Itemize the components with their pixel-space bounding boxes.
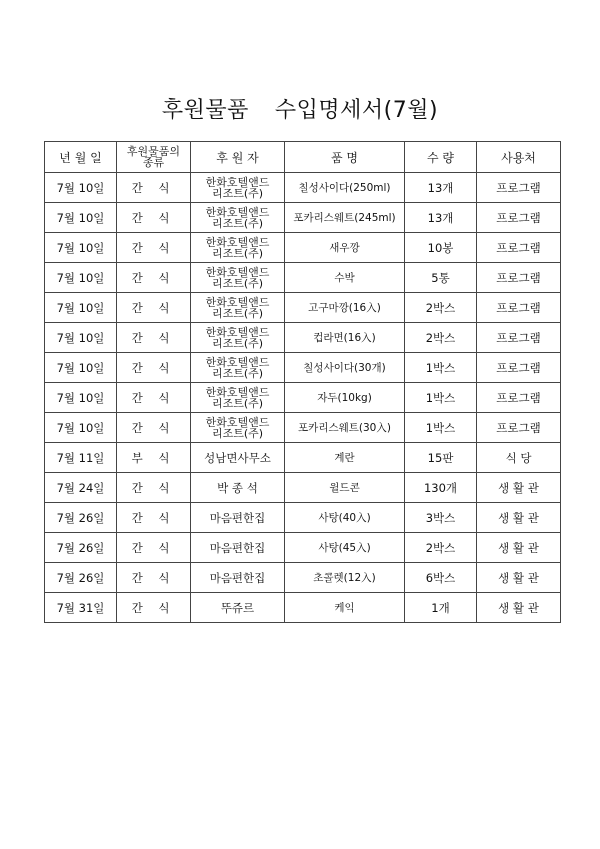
cell-donor [191,383,285,413]
cell-type: 간 식 [117,173,191,203]
cell-donor [191,173,285,203]
cell-quantity: 1박스 [405,383,477,413]
donor-line1: 한화호텔앤드 [205,385,270,399]
cell-date: 7월 10일 [45,413,117,443]
cell-donor [191,443,285,473]
cell-item: 윌드콘 [285,473,405,503]
donor-line1: 한화호텔앤드 [205,235,270,249]
table-row [45,443,561,473]
cell-quantity: 2박스 [405,293,477,323]
cell-item: 포카리스웨트(245ml) [285,203,405,233]
table-row [45,533,561,563]
cell-type: 간 식 [117,353,191,383]
donor-line2: 리조트(주) [211,186,264,200]
cell-type: 간 식 [117,383,191,413]
cell-usage: 프로그램 [477,203,561,233]
cell-quantity: 13개 [405,203,477,233]
donor-line1: 한화호텔앤드 [205,175,270,189]
table-row [45,323,561,353]
cell-type: 간 식 [117,563,191,593]
cell-date: 7월 10일 [45,173,117,203]
cell-usage: 생 활 관 [477,533,561,563]
cell-usage: 프로그램 [477,383,561,413]
header-type [117,142,191,173]
cell-quantity: 13개 [405,173,477,203]
header-date: 년 월 일 [45,142,117,173]
cell-quantity: 1박스 [405,353,477,383]
table-header-row [45,142,561,173]
cell-type: 간 식 [117,203,191,233]
cell-type: 간 식 [117,593,191,623]
donor-line1: 한화호텔앤드 [205,325,270,339]
cell-quantity: 2박스 [405,533,477,563]
cell-donor [191,323,285,353]
cell-donor [191,203,285,233]
cell-usage: 프로그램 [477,293,561,323]
cell-item: 칠성사이다(250ml) [285,173,405,203]
table-row [45,203,561,233]
donor-line1: 마음편한집 [209,510,266,525]
cell-item: 컵라면(16入) [285,323,405,353]
cell-type: 간 식 [117,263,191,293]
cell-donor [191,563,285,593]
cell-quantity: 6박스 [405,563,477,593]
cell-usage: 생 활 관 [477,563,561,593]
cell-quantity: 10봉 [405,233,477,263]
cell-date: 7월 10일 [45,353,117,383]
cell-type: 간 식 [117,323,191,353]
cell-donor [191,263,285,293]
table-row [45,503,561,533]
page-title [0,93,600,124]
cell-donor [191,293,285,323]
donor-line2: 리조트(주) [211,396,264,410]
cell-item: 포카리스웨트(30入) [285,413,405,443]
donor-line1: 뚜쥬르 [220,600,255,615]
cell-donor [191,233,285,263]
cell-item: 고구마깡(16入) [285,293,405,323]
cell-donor [191,533,285,563]
cell-usage: 프로그램 [477,413,561,443]
cell-date: 7월 10일 [45,323,117,353]
donor-line2: 리조트(주) [211,306,264,320]
cell-quantity: 1박스 [405,413,477,443]
cell-usage: 프로그램 [477,263,561,293]
cell-date: 7월 10일 [45,203,117,233]
cell-quantity: 5통 [405,263,477,293]
cell-usage: 프로그램 [477,323,561,353]
cell-date: 7월 26일 [45,533,117,563]
cell-item: 케익 [285,593,405,623]
cell-donor [191,473,285,503]
table-row [45,173,561,203]
cell-item: 칠성사이다(30개) [285,353,405,383]
cell-quantity: 2박스 [405,323,477,353]
header-usage: 사용처 [477,142,561,173]
table-row [45,383,561,413]
cell-usage: 프로그램 [477,173,561,203]
donor-line1: 성남면사무소 [204,450,271,465]
table-row [45,353,561,383]
cell-date: 7월 10일 [45,263,117,293]
header-item: 품 명 [285,142,405,173]
table-row [45,593,561,623]
donor-line2: 리조트(주) [211,276,264,290]
cell-usage: 프로그램 [477,233,561,263]
table-row [45,293,561,323]
table-row [45,263,561,293]
donor-line2: 리조트(주) [211,246,264,260]
table-body [45,173,561,623]
cell-date: 7월 10일 [45,293,117,323]
header-type-line1: 후원물품의 [126,145,181,158]
cell-quantity: 15판 [405,443,477,473]
donor-line1: 한화호텔앤드 [205,205,270,219]
cell-type: 부 식 [117,443,191,473]
donation-table [44,141,561,623]
title-part1: 후원물품 [161,98,249,123]
cell-type: 간 식 [117,503,191,533]
cell-item: 초콜렛(12入) [285,563,405,593]
cell-date: 7월 26일 [45,503,117,533]
cell-item: 사탕(45入) [285,533,405,563]
cell-usage: 생 활 관 [477,503,561,533]
cell-date: 7월 31일 [45,593,117,623]
table-row [45,473,561,503]
cell-type: 간 식 [117,233,191,263]
donor-line2: 리조트(주) [211,216,264,230]
cell-donor [191,413,285,443]
donor-line1: 마음편한집 [209,570,266,585]
cell-item: 새우깡 [285,233,405,263]
cell-date: 7월 11일 [45,443,117,473]
donor-line2: 리조트(주) [211,426,264,440]
title-part2: 수입명세서(7월) [274,98,439,123]
donor-line1: 한화호텔앤드 [205,355,270,369]
donor-line1: 마음편한집 [209,540,266,555]
donor-line1: 박 종 석 [217,480,258,495]
cell-quantity: 3박스 [405,503,477,533]
donor-line2: 리조트(주) [211,366,264,380]
cell-usage: 식 당 [477,443,561,473]
cell-item: 자두(10kg) [285,383,405,413]
cell-usage: 프로그램 [477,353,561,383]
cell-donor [191,353,285,383]
cell-item: 계란 [285,443,405,473]
donor-line1: 한화호텔앤드 [205,415,270,429]
cell-type: 간 식 [117,413,191,443]
cell-date: 7월 10일 [45,383,117,413]
cell-type: 간 식 [117,293,191,323]
cell-usage: 생 활 관 [477,593,561,623]
cell-date: 7월 24일 [45,473,117,503]
table-row [45,413,561,443]
header-quantity: 수 량 [405,142,477,173]
table-row [45,563,561,593]
cell-donor [191,503,285,533]
cell-date: 7월 10일 [45,233,117,263]
donor-line1: 한화호텔앤드 [205,265,270,279]
cell-usage: 생 활 관 [477,473,561,503]
table-row [45,233,561,263]
cell-quantity: 130개 [405,473,477,503]
cell-type: 간 식 [117,473,191,503]
cell-donor [191,593,285,623]
cell-item: 사탕(40入) [285,503,405,533]
cell-date: 7월 26일 [45,563,117,593]
cell-item: 수박 [285,263,405,293]
cell-type: 간 식 [117,533,191,563]
donor-line1: 한화호텔앤드 [205,295,270,309]
header-type-line2: 종류 [142,156,165,169]
donor-line2: 리조트(주) [211,336,264,350]
cell-quantity: 1개 [405,593,477,623]
header-donor: 후 원 자 [191,142,285,173]
